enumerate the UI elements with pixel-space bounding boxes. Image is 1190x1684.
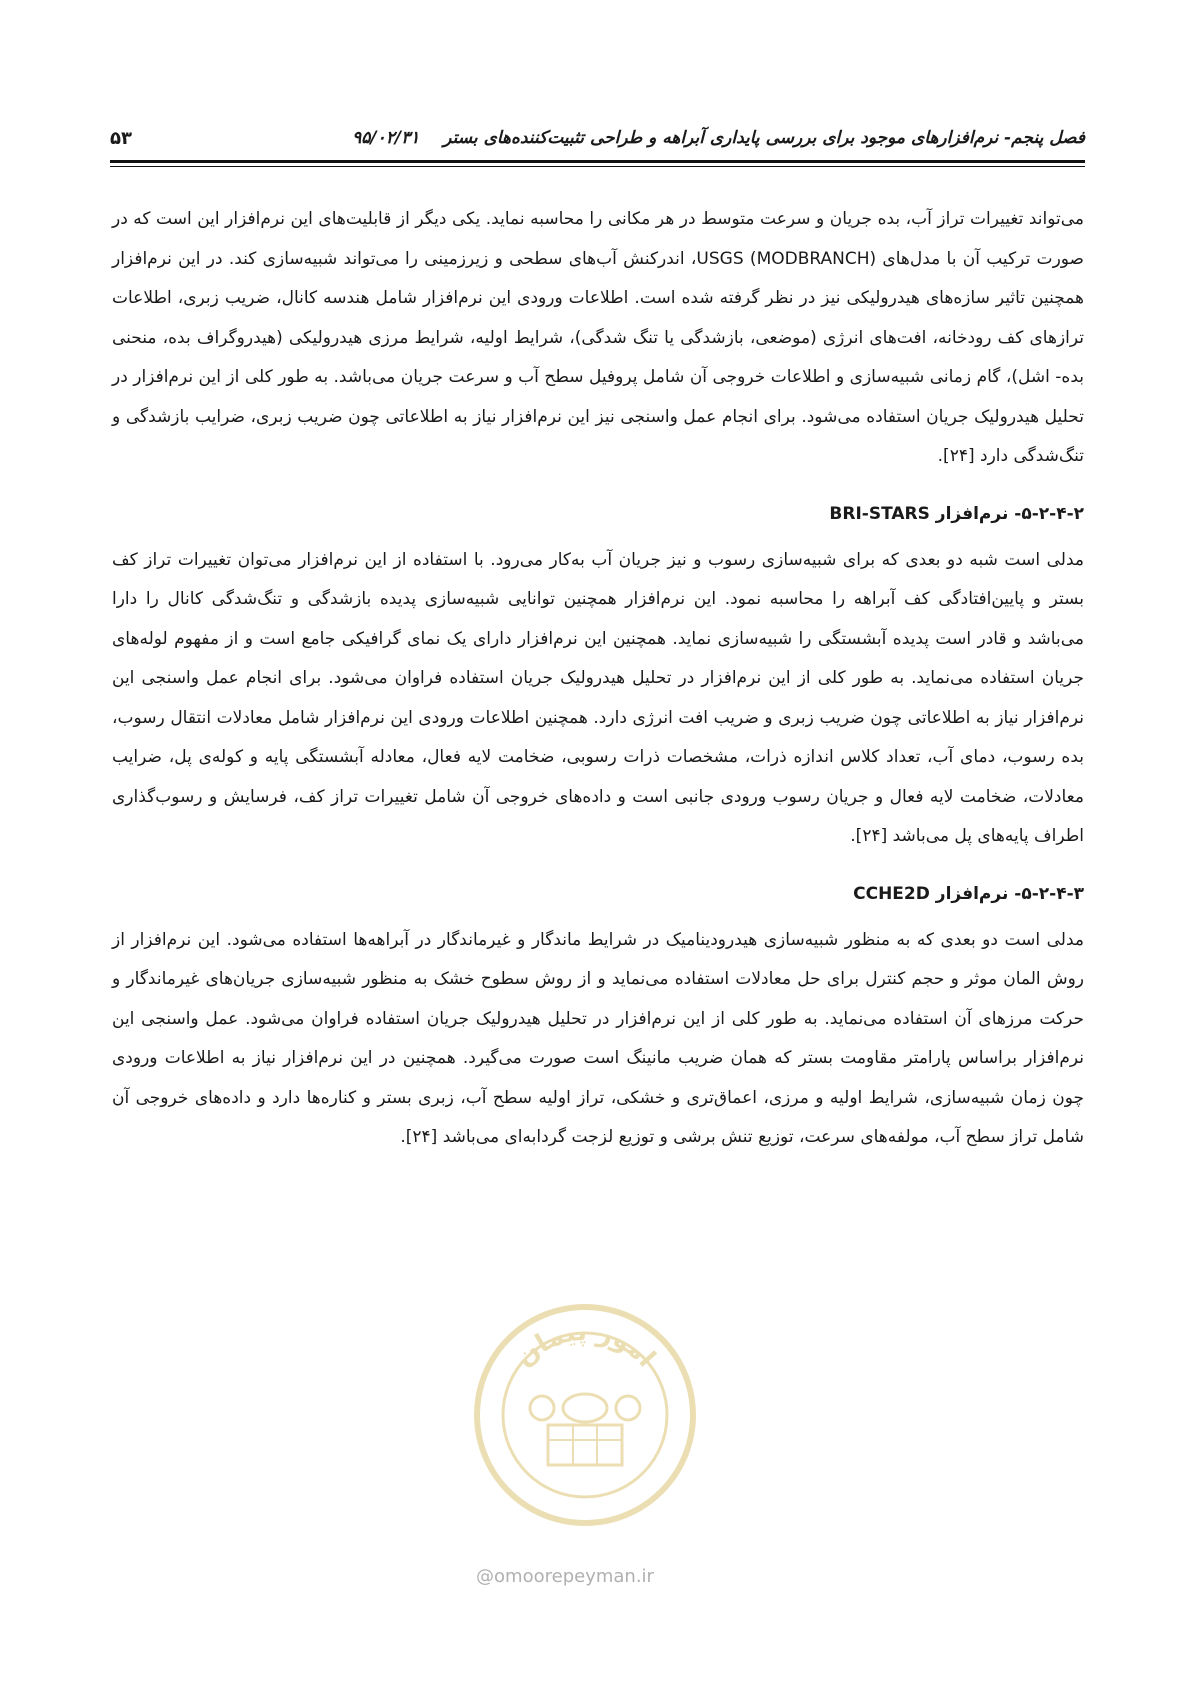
watermark-at-icon: @: [476, 1566, 495, 1587]
header-title: [352, 128, 1085, 148]
seal-text: امور پیمان: [509, 1316, 662, 1374]
section-paragraph-cche2d: مدلی است دو بعدی که به منظور شبیه‌سازی هیدرودینامیک در شرایط ماندگار و غیرماندگار در آبراهه‌ها استفاده می‌شود. این نرم‌افزار از روش المان موثر و حجم کنترل برای حل معادلات استفاده می‌نماید و از روش سطوح خشک به منظور شبیه‌سازی جریان‌های غیرماندگار و حرکت مرزهای آن استفاده می‌نماید. به طور کلی از این نرم‌افزار در تحلیل هیدرولیک جریان استفاده فراوان می‌شود. عمل واسنجی این نرم‌افزار براساس پارامتر مقاومت بستر که همان ضریب مانینگ است صورت می‌گیرد. همچنین در این نرم‌افزار نیاز به اطلاعات ورودی چون زمان شبیه‌سازی، شرایط اولیه و مرزی، اعماق‌تری و خشکی، تراز اولیه سطح آب، زبری بستر و کناره‌ها دارد و داده‌های خروجی آن شامل تراز سطح آب، مولفه‌های سرعت، توزیع تنش برشی و توزیع لزجت گردابه‌ای می‌باشد [۲۴].: [112, 929, 1084, 1147]
seal-arc-text-path: [510, 1340, 660, 1415]
watermark-url: [455, 1566, 675, 1587]
watermark-seal: [470, 1300, 700, 1530]
section-heading-bri-stars: ۵-۲-۴-۲- نرم‌افزار BRI-STARS: [829, 503, 1084, 524]
header-rule-thick: [110, 160, 1085, 163]
seal-outer-ring: [477, 1307, 693, 1523]
seal-dome-icon: [563, 1394, 607, 1422]
header-chapter-title: فصل پنجم- نرم‌افزارهای موجود برای بررسی پایداری آبراهه و طراحی تثبیت‌کننده‌های بستر: [443, 128, 1085, 148]
seal-gear-icon: [616, 1396, 640, 1420]
seal-inner-ring: [503, 1333, 667, 1497]
page-number: ۵۳: [110, 127, 132, 149]
intro-paragraph: می‌تواند تغییرات تراز آب، بده جریان و سرعت متوسط در هر مکانی را محاسبه نماید. یکی دیگر از قابلیت‌های این نرم‌افزار این است که در صورت ترکیب آن با مدل‌های (MODBRANCH) USGS، اندرکنش آب‌های سطحی و زیرزمینی را می‌تواند شبیه‌سازی کند. در این نرم‌افزار همچنین تاثیر سازه‌های هیدرولیکی نیز در نظر گرفته شده است. اطلاعات ورودی این نرم‌افزار شامل هندسه کانال، ضریب زبری، اطلاعات ترازهای کف رودخانه، افت‌های انرژی (موضعی، بازشدگی یا تنگ شدگی)، شرایط اولیه، شرایط مرزی هیدرولیکی (هیدروگراف بده، منحنی بده- اشل)، گام زمانی شبیه‌سازی و اطلاعات خروجی آن شامل پروفیل سطح آب و سرعت جریان می‌باشد. به طور کلی از این نرم‌افزار در تحلیل هیدرولیک جریان استفاده می‌شود. برای انجام عمل واسنجی نیز این نرم‌افزار نیاز به اطلاعاتی چون ضریب زبری، ضرایب بازشدگی و تنگ‌شدگی دارد [۲۴].: [112, 209, 1084, 466]
running-header: [110, 123, 1085, 153]
watermark-url-text: omoorepeyman.ir: [494, 1566, 654, 1587]
section-paragraph-bri-stars: مدلی است شبه دو بعدی که برای شبیه‌سازی رسوب و نیز جریان آب به‌کار می‌رود. با استفاده از این نرم‌افزار می‌توان تغییرات تراز کف بستر و پایین‌افتادگی کف آبراهه را محاسبه نمود. این نرم‌افزار همچنین توانایی شبیه‌سازی پدیده بازشدگی و تنگ‌شدگی کانال را دارا می‌باشد و قادر است پدیده آبشستگی را شبیه‌سازی نماید. همچنین این نرم‌افزار دارای یک نمای گرافیکی جامع است و از مفهوم لوله‌های جریان استفاده می‌نماید. به طور کلی از این نرم‌افزار در تحلیل هیدرولیک جریان استفاده فراوان می‌شود. برای انجام عمل واسنجی این نرم‌افزار نیاز به اطلاعاتی چون ضریب زبری و ضریب افت انرژی دارد. همچنین اطلاعات ورودی این نرم‌افزار شامل معادلات انتقال رسوب، بده رسوب، دمای آب، تعداد کلاس اندازه ذرات، مشخصات ذرات رسوبی، ضخامت لایه فعال، معادله آبشستگی پایه و کوله‌ی پل، ضرایب معادلات، ضخامت لایه فعال و جریان رسوب ورودی جانبی است و داده‌های خروجی آن شامل تغییرات تراز کف، فرسایش و رسوب‌گذاری اطراف پایه‌های پل می‌باشد [۲۴].: [112, 549, 1084, 846]
page-body: [112, 200, 1084, 1158]
seal-scale-icon: [530, 1396, 554, 1420]
seal-building-icon: [548, 1425, 622, 1465]
header-rule-thin: [110, 166, 1085, 167]
section-heading-cche2d: ۵-۲-۴-۳- نرم‌افزار CCHE2D: [853, 883, 1084, 904]
header-date: ۹۵/۰۲/۳۱: [352, 128, 420, 148]
